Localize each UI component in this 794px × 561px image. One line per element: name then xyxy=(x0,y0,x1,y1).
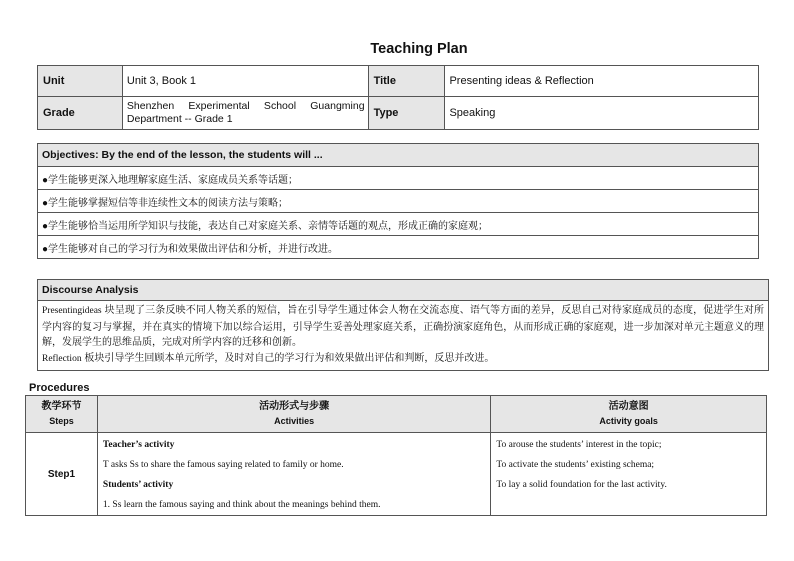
header-activities-en: Activities xyxy=(274,416,315,426)
activities-cell xyxy=(97,433,490,516)
discourse-heading: Discourse Analysis xyxy=(38,280,769,301)
info-table xyxy=(37,65,759,130)
procedures-label: Procedures xyxy=(29,382,90,394)
goals-cell xyxy=(491,433,767,516)
teacher-activity-heading: Teacher’s activity xyxy=(102,440,175,450)
objective-item: ●学生能够对自己的学习行为和效果做出评估和分析，并进行改进。 xyxy=(38,236,759,259)
discourse-text-reflection: 板块引导学生回顾本单元所学，及时对自己的学习行为和效果做出评估和判断，反思并改进。 xyxy=(81,352,495,364)
header-goals-zh: 活动意图 xyxy=(608,401,649,412)
discourse-text-presenting: 块呈现了三条反映不同人物关系的短信，旨在引导学生通过体会人物在交流态度、语气等方面的差异，反思自己对待家庭成员的态度，促进学生对所学内容的复习与掌握，并在真实的情境下加以综合运用，引导学生妥善处理家庭关系，正确扮演家庭角色，从而形成正确的家庭观，进一步加深对单元主题意义的理解，发展学生的思维品质，完成对所学内容的迁移和创新。 xyxy=(42,305,764,348)
objectives-heading: Objectives: By the end of the lesson, the students will ... xyxy=(38,144,759,167)
header-steps-en: Steps xyxy=(49,416,74,426)
info-row-unit xyxy=(38,66,759,97)
objective-item: ●学生能够掌握短信等非连续性文本的阅读方法与策略； xyxy=(38,190,759,213)
students-activity-heading: Students’ activity xyxy=(102,480,174,490)
header-activities xyxy=(97,396,490,433)
objective-item: ●学生能够更深入地理解家庭生活、家庭成员关系等话题； xyxy=(38,167,759,190)
procedures-table xyxy=(25,395,767,516)
step-label: Step1 xyxy=(26,433,98,516)
type-label: Type xyxy=(368,97,445,130)
unit-label: Unit xyxy=(38,66,123,97)
grade-value: Shenzhen Experimental School Guangming Department -- Grade 1 xyxy=(122,97,368,130)
activity-goal: To arouse the students’ interest in the topic; xyxy=(496,440,662,450)
procedures-header-row xyxy=(26,396,767,433)
header-steps-zh: 教学环节 xyxy=(41,401,82,412)
teacher-activity-text: T asks Ss to share the famous saying related to family or home. xyxy=(102,460,344,470)
discourse-lead-reflection: Reflection xyxy=(42,353,82,364)
discourse-lead-presenting: Presentingideas xyxy=(42,306,102,316)
table-row xyxy=(26,433,767,516)
title-value: Presenting ideas & Reflection xyxy=(445,66,759,97)
activity-goal: To activate the students’ existing schema; xyxy=(496,460,655,470)
objectives-table xyxy=(37,143,759,259)
page-title: Teaching Plan xyxy=(370,41,468,57)
grade-label: Grade xyxy=(38,97,123,130)
header-goals xyxy=(491,396,767,433)
info-row-grade xyxy=(38,97,759,130)
objective-item: ●学生能够恰当运用所学知识与技能，表达自己对家庭关系、亲情等话题的观点，形成正确的家庭观； xyxy=(38,213,759,236)
header-activities-zh: 活动形式与步骤 xyxy=(259,401,330,412)
discourse-table xyxy=(37,279,769,371)
header-steps xyxy=(26,396,98,433)
header-goals-en: Activity goals xyxy=(599,416,658,426)
activity-goal: To lay a solid foundation for the last activity. xyxy=(496,480,667,490)
discourse-body xyxy=(38,301,769,371)
title-label: Title xyxy=(368,66,445,97)
type-value: Speaking xyxy=(445,97,759,130)
unit-value: Unit 3, Book 1 xyxy=(122,66,368,97)
students-activity-text: 1. Ss learn the famous saying and think about the meanings behind them. xyxy=(102,500,381,510)
